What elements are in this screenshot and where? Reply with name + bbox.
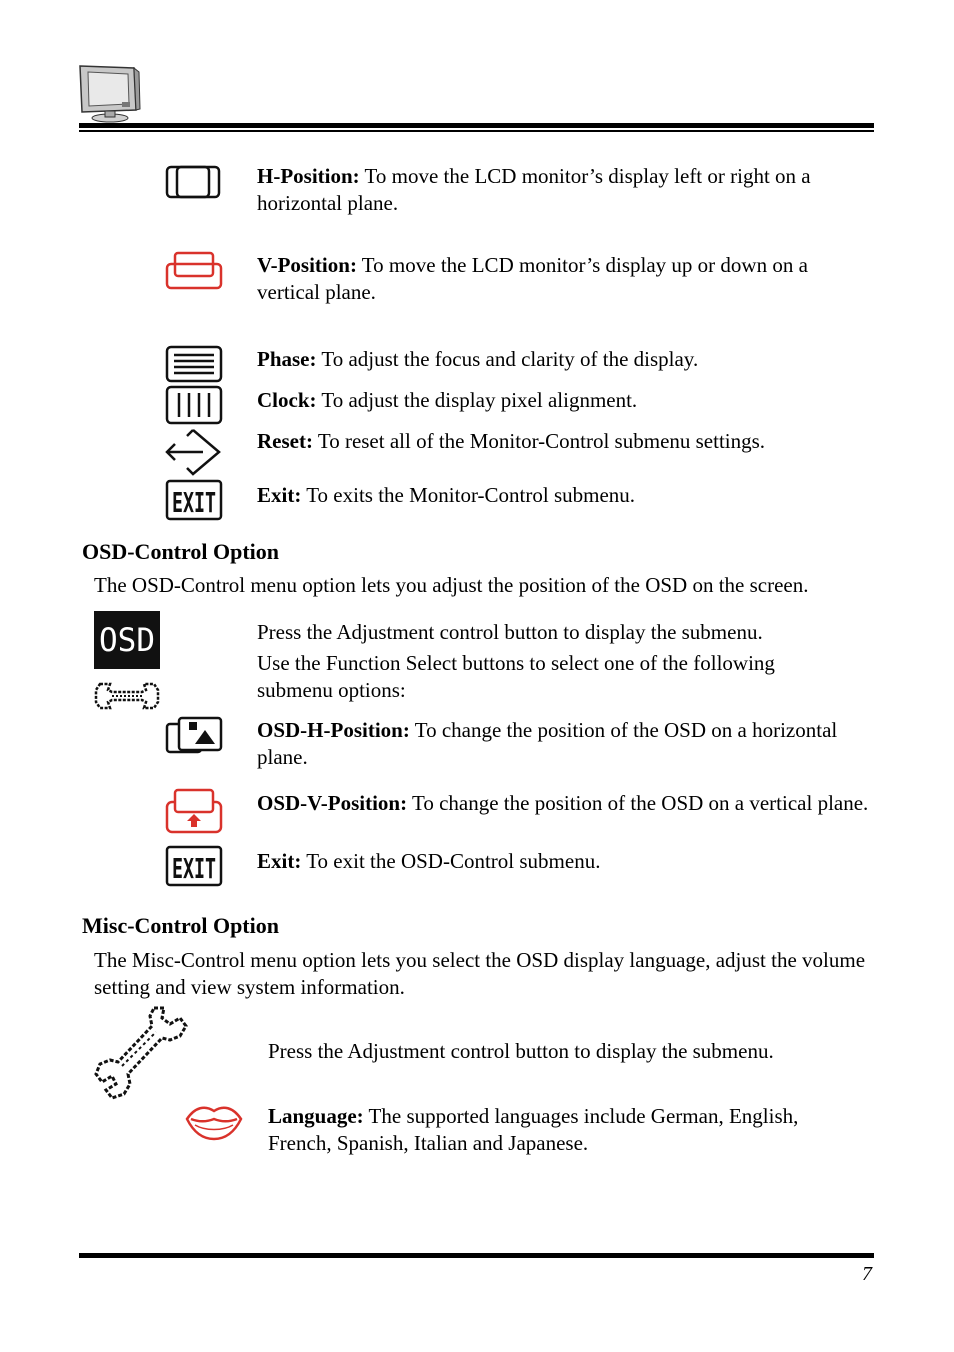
clock-icon <box>165 385 223 425</box>
misc-control-heading: Misc-Control Option <box>82 913 279 938</box>
h-position-icon <box>165 164 221 200</box>
exit-icon-text: EXIT <box>172 486 216 519</box>
phase-description: Phase: To adjust the focus and clarity of the display. <box>257 347 699 371</box>
language-description: Language: The supported languages include German, English, French, Spanish, Italian and Japanese. <box>268 1104 799 1155</box>
reset-description: Reset: To reset all of the Monitor-Control submenu settings. <box>257 429 766 453</box>
misc-control-intro: The Misc-Control menu option lets you select the OSD display language, adjust the volume setting and view system information. <box>94 948 866 999</box>
footer-rule-thick <box>79 1253 874 1258</box>
wrench-icon <box>94 680 160 712</box>
osd-h-position-icon <box>165 716 223 754</box>
exit-icon <box>165 845 223 887</box>
reset-icon <box>165 428 223 476</box>
h-position-description: H-Position: To move the LCD monitor’s display left or right on a horizontal plane. <box>257 164 811 215</box>
lcd-monitor-icon <box>76 62 142 124</box>
misc-press-text: Press the Adjustment control button to display the submenu. <box>268 1039 774 1063</box>
lips-icon <box>185 1101 243 1141</box>
osd-icon-text: OSD <box>99 621 155 659</box>
osd-v-position-icon <box>165 788 223 834</box>
phase-icon <box>165 345 223 383</box>
wrench-icon <box>92 1004 190 1100</box>
osd-press-text: Press the Adjustment control button to display the submenu. <box>257 620 763 644</box>
osd-use-text: Use the Function Select buttons to select one of the following submenu options: <box>257 651 775 702</box>
osd-control-heading: OSD-Control Option <box>82 539 280 564</box>
exit-monitor-description: Exit: To exits the Monitor-Control submenu. <box>257 483 636 507</box>
exit-icon <box>165 479 223 521</box>
osd-control-intro: The OSD-Control menu option lets you adjust the position of the OSD on the screen. <box>94 573 809 597</box>
header-rule-thin <box>79 130 874 132</box>
osd-v-position-description: OSD-V-Position: To change the position of the OSD on a vertical plane. <box>257 791 869 815</box>
clock-description: Clock: To adjust the display pixel alignment. <box>257 388 638 412</box>
exit-icon-text: EXIT <box>172 852 216 885</box>
exit-osd-description: Exit: To exit the OSD-Control submenu. <box>257 849 601 873</box>
osd-h-position-description: OSD-H-Position: To change the position of the OSD on a horizontal plane. <box>257 718 838 769</box>
page-number: 7 <box>862 1263 872 1285</box>
v-position-icon <box>165 250 223 292</box>
header-rule-thick <box>79 123 874 128</box>
v-position-description: V-Position: To move the LCD monitor’s display up or down on a vertical plane. <box>257 253 808 304</box>
osd-icon <box>94 611 160 669</box>
